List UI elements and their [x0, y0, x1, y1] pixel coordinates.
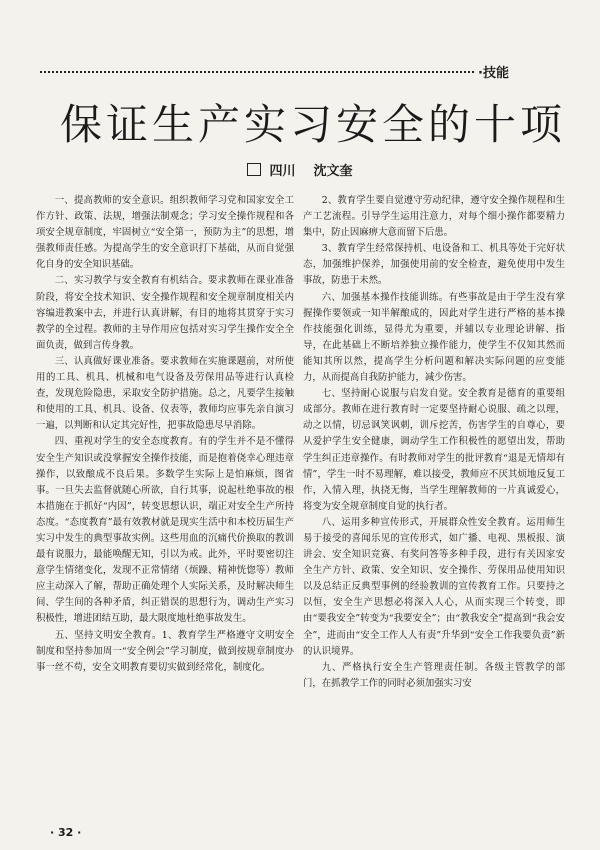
paragraph: 九、严格执行安全生产管理责任制。各级主管教学的部门，在抓教学工作的同时必须加强实习安 [303, 661, 565, 689]
paragraph: 二、实习教学与安全教育有机结合。要求教师在课业准备阶段，将安全技术知识、安全操作规程和安全规章制度相关内容编进教案中去，并进行认真讲解，有目的地将其贯穿于实习教学的全过程。教师的主导作用应包括对实习学生操作安全全面负责，做到言传身教。 [36, 275, 294, 351]
byline-region: 四川 [269, 164, 296, 179]
page-number: · 32 · [50, 826, 82, 839]
section-tag: ·技能 [478, 66, 509, 81]
paragraph: 八、运用多种宣传形式，开展群众性安全教育。运用师生易于接受的喜闻乐见的宣传形式，如广播、电视、黑板报、演讲会、安全知识竞赛、有奖问答等多种手段，进行有关因家安全生产方针、政策、安全知识、安全操作、劳保用品使用知识以及总结正反典型事例的经验教训的宣传教育工作。只要持之以恒，安全生产思想必将深入人心，从而实现三个转变，即由“要我安全”转变为“我要安全”；由“教我安全”提高到“我会安全”，进而由“安全工作人人有责”升华到“安全工作我要负责”新的认识境界。 [303, 516, 565, 657]
paragraph: 3、教育学生经常保持机、电设备和工、机具等处于完好状态，加强维护保养，加强使用前的安全检查，避免使用中发生事故，防患于未然。 [303, 243, 565, 287]
right-column [303, 193, 565, 692]
paragraph: 五、坚持文明安全教育。1、教育学生严格遵守文明安全制度和坚持参加周一“安全例会”学习制度，做到按规章制度办事一丝不苟，安全文明教育要切实做到经常化，制度化。 [36, 629, 294, 673]
paragraph: 六、加强基本操作技能训练。有些事故是由于学生没有掌握操作要领或一知半解酿成的，因此对学生进行严格的基本操作技能强化训练，显得尤为重要，并辅以专业理论讲解、指导，在此基础上不断培养独立操作能力，使学生不仅知其然而能知其所以然，提高学生分析问题和解决实际问题的应变能力，从而提高自我防护能力，减少伤害。 [303, 291, 565, 384]
paragraph: 2、教育学生要自觉遵守劳动纪律，遵守安全操作规程和生产工艺流程。引导学生运用注意力，对每个细小操作都要精力集中，防止因麻痹大意而留下后患。 [303, 195, 565, 239]
header-dotted-rule [40, 71, 474, 73]
paragraph: 四、重视对学生的安全态度教育。有的学生并不是不懂得安全生产知识或没掌握安全操作技能，而是抱着侥幸心理违章操作，以致酿成不良后果。多数学生实际上是怕麻烦，图省事。一旦失去监督就随心所欲，自行其事，说起杜绝事故的根本措施在于抓好“内因”，转变思想认识，端正对安全生产所持态度。“态度教育”最有效教材就是现实生活中和本校历届生产实习中发生的典型事故实例。这些用血的沉痛代价换取的教训最有说服力，最能唤醒无知，引以为戒。此外，平时要密切注意学生情绪变化，发现不正常情绪（烦躁、精神恍惚等）教师应主动深入了解，帮助正确处理个人实际关系，及时解决师生间、学生间的各种矛盾，纠正错误的思想行为，调动生产实习积极性，增进团结互助，最大限度地杜绝事故发生。 [36, 436, 294, 625]
byline [0, 160, 600, 179]
article-title: 保证生产实习安全的十项 [60, 100, 567, 149]
byline-author: 沈文奎 [313, 164, 353, 179]
paragraph: 三、认真做好课业准备。要求教师在实施课题前，对所使用的工具、机具、机械和电气设备及劳保用品等进行认真检查，发现危险隐患，采取安全防护措施。总之，凡要学生接触和使用的工具、机具、设备、仪表等，教师均应事先亲自演习一遍，以判断和认定其完好性，把事故隐患尽早消除。 [36, 355, 294, 432]
byline-box-icon [247, 163, 261, 176]
paragraph: 一、提高教师的安全意识。组织教师学习党和国家安全工作方针、政策、法规，增强法制观念；学习安全操作规程和各项安全规章制度，牢固树立“安全第一，预防为主”的思想，增强教师责任感。为提高学生的安全意识打下基础，从而自觉强化自身的安全知识基础。 [36, 195, 294, 271]
paragraph: 七、坚持耐心说服与启发自觉。安全教育是德育的重要组成部分。教师在进行教育时一定要坚持耐心说服、疏之以理，动之以情，切忌讽笑讽刺，训斥挖苦，伤害学生的自尊心，要从爱护学生安全健康，调动学生工作积极性的愿望出发，帮助学生纠正违章操作。有时教师对学生的批评教育“退是无情却有情”，学生一时不易理解，难以接受，教师应不厌其烦地反复工作，入情入理，执挠无悔，当学生理解教师的一片真诚爱心，将变为安全规章制度自觉的执行者。 [303, 388, 565, 512]
left-column [36, 193, 294, 676]
